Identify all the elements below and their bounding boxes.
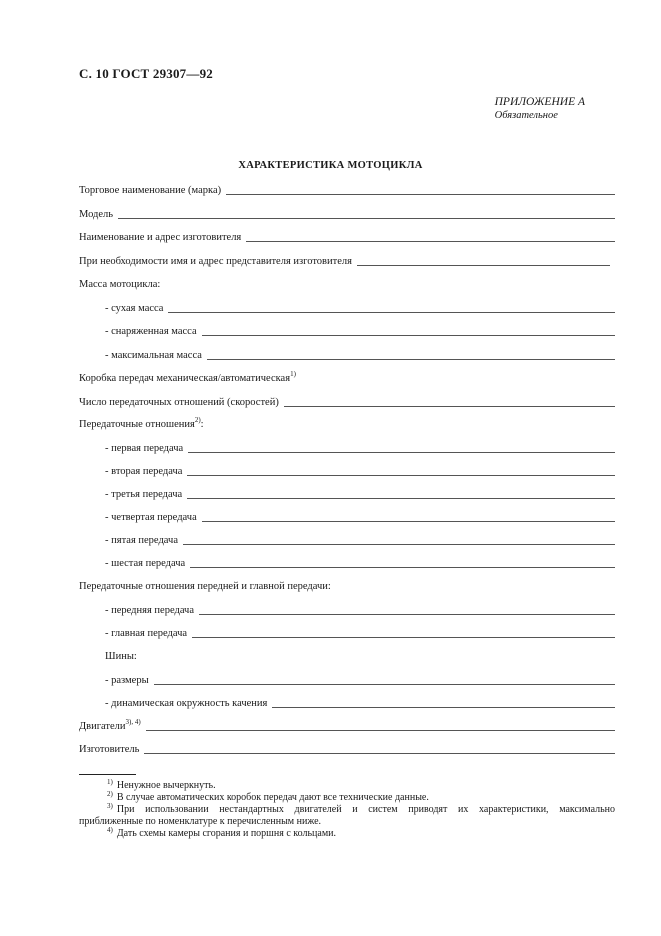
gear-count-label: Число передаточных отношений (скоростей)	[79, 397, 279, 408]
footnote-1-text: Ненужное вычеркнуть.	[116, 780, 216, 791]
rolling-circumference-label: - динамическая окружность качения	[105, 698, 268, 709]
tire-sizes-field[interactable]	[154, 674, 615, 685]
gear-6-row	[105, 556, 615, 570]
footnote-1-mark: 1)	[107, 778, 113, 786]
footnote-3	[79, 804, 615, 816]
appendix-status: Обязательное	[494, 110, 558, 121]
trade-name-field[interactable]	[226, 184, 615, 195]
gear-5-label: - пятая передача	[105, 535, 178, 546]
page-header: С. 10 ГОСТ 29307—92	[79, 66, 213, 81]
main-drive-row	[105, 626, 615, 640]
model-row	[79, 207, 615, 221]
main-drive-label: - главная передача	[105, 628, 188, 639]
representative-field[interactable]	[357, 255, 610, 266]
max-mass-field[interactable]	[207, 349, 615, 360]
gear-1-field[interactable]	[188, 442, 615, 453]
front-drive-label: - передняя передача	[105, 605, 194, 616]
footnote-2-mark: 2)	[107, 790, 113, 798]
maker-field[interactable]	[144, 743, 615, 754]
gear-1-row	[105, 441, 615, 455]
ratios-heading-text: Передаточные отношения	[79, 419, 195, 430]
curb-mass-label: - снаряженная масса	[105, 326, 197, 337]
maker-label: Изготовитель	[79, 744, 140, 755]
manufacturer-field[interactable]	[246, 231, 615, 242]
rolling-circumference-row	[105, 696, 615, 710]
ratios-footnote-ref: 2)	[194, 416, 201, 424]
ratios-heading-row	[79, 417, 615, 431]
gear-2-row	[105, 464, 615, 478]
manufacturer-row	[79, 230, 615, 244]
gear-5-row	[105, 533, 615, 547]
tire-sizes-label: - размеры	[105, 675, 149, 686]
drive-heading: Передаточные отношения передней и главной передачи:	[79, 581, 331, 592]
tire-sizes-row	[105, 673, 615, 687]
appendix-label	[495, 96, 585, 122]
model-label: Модель	[79, 209, 114, 220]
gearbox-text: Коробка передач механическая/автоматическая	[79, 373, 291, 384]
dry-mass-field[interactable]	[168, 302, 615, 313]
drive-heading-row	[79, 579, 615, 593]
front-drive-row	[105, 603, 615, 617]
footnote-3-mark: 3)	[107, 802, 113, 810]
dry-mass-label: - сухая масса	[105, 303, 164, 314]
gear-6-field[interactable]	[190, 557, 615, 568]
gear-3-label: - третья передача	[105, 489, 183, 500]
footnote-4	[107, 828, 336, 840]
engines-label	[79, 718, 141, 733]
appendix-title: ПРИЛОЖЕНИЕ А	[494, 96, 585, 108]
engines-footnote-ref: 3), 4)	[125, 718, 141, 726]
gear-count-field[interactable]	[284, 396, 615, 407]
curb-mass-row	[105, 324, 615, 338]
form-title: ХАРАКТЕРИСТИКА МОТОЦИКЛА	[238, 160, 423, 171]
dry-mass-row	[105, 301, 615, 315]
ratios-heading	[79, 416, 204, 431]
curb-mass-field[interactable]	[202, 325, 615, 336]
gear-6-label: - шестая передача	[105, 558, 186, 569]
tires-heading-row	[105, 649, 615, 663]
gear-1-label: - первая передача	[105, 443, 184, 454]
rolling-circumference-field[interactable]	[272, 697, 615, 708]
representative-row	[79, 254, 610, 268]
gearbox-row	[79, 371, 615, 385]
manufacturer-label: Наименование и адрес изготовителя	[79, 232, 242, 243]
footnote-1	[107, 780, 216, 792]
footnote-divider	[79, 774, 136, 775]
footnote-4-text: Дать схемы камеры сгорания и поршня с кольцами.	[116, 828, 337, 839]
gear-3-field[interactable]	[187, 488, 615, 499]
max-mass-row	[105, 348, 615, 362]
gear-4-field[interactable]	[202, 511, 615, 522]
ratios-heading-colon: :	[200, 419, 204, 430]
gearbox-label	[79, 370, 296, 385]
gear-2-label: - вторая передача	[105, 466, 183, 477]
tires-heading: Шины:	[105, 651, 137, 662]
max-mass-label: - максимальная масса	[105, 350, 202, 361]
gear-5-field[interactable]	[183, 534, 615, 545]
trade-name-label: Торговое наименование (марка)	[79, 185, 222, 196]
gear-3-row	[105, 487, 615, 501]
maker-row	[79, 742, 615, 756]
gear-4-row	[105, 510, 615, 524]
footnote-2	[107, 792, 429, 804]
gear-count-row	[79, 395, 615, 409]
footnote-4-mark: 4)	[107, 826, 113, 834]
engines-row	[79, 719, 615, 733]
trade-name-row	[79, 183, 615, 197]
footnote-3-continuation: приближенные по номенклатуре к перечисленным ниже.	[79, 816, 322, 827]
footnote-3-text: При использовании нестандартных двигателей и систем приводят их характеристики, максимально	[116, 804, 615, 815]
engines-field[interactable]	[146, 720, 615, 731]
model-field[interactable]	[118, 208, 615, 219]
gear-4-label: - четвертая передача	[105, 512, 197, 523]
mass-heading-row	[79, 277, 615, 291]
mass-heading: Масса мотоцикла:	[79, 279, 161, 290]
footnote-2-text: В случае автоматических коробок передач дают все технические данные.	[116, 792, 429, 803]
representative-label: При необходимоcти имя и адрес представителя изготовителя	[79, 256, 352, 267]
gear-2-field[interactable]	[187, 465, 615, 476]
engines-text: Двигатели	[79, 721, 126, 732]
front-drive-field[interactable]	[199, 604, 615, 615]
main-drive-field[interactable]	[192, 627, 615, 638]
gearbox-footnote-ref: 1)	[290, 370, 296, 378]
